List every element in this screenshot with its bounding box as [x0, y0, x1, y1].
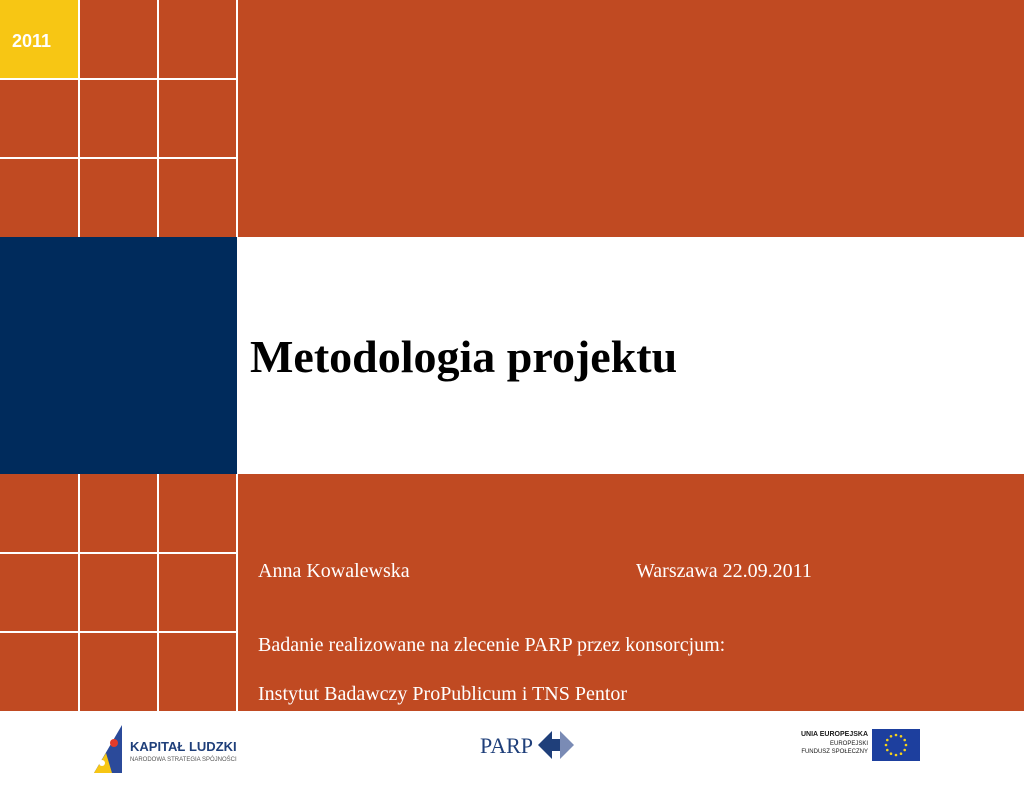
- parp-logo: [480, 727, 580, 767]
- grid-line: [78, 0, 80, 237]
- parp-name: PARP: [480, 733, 534, 758]
- eu-flag-icon: [872, 729, 920, 761]
- grid-line: [0, 552, 237, 554]
- grid-line: [78, 474, 80, 711]
- footer-logos: [0, 711, 1024, 788]
- eu-logo: [780, 729, 920, 769]
- kapital-ludzki-icon: [92, 723, 126, 775]
- consortium-text: Instytut Badawczy ProPublicum i TNS Pentor: [258, 683, 628, 705]
- year-badge: [0, 0, 78, 78]
- grid-line: [157, 0, 159, 237]
- bottom-band: [0, 474, 1024, 711]
- grid-line: [0, 78, 237, 80]
- kapital-ludzki-logo: [92, 721, 262, 779]
- place-date: Warszawa 22.09.2011: [636, 560, 812, 582]
- grid-line: [236, 474, 238, 711]
- slide-title: Metodologia projektu: [250, 331, 678, 382]
- grid-line: [236, 0, 238, 237]
- author-name: Anna Kowalewska: [258, 560, 410, 582]
- kapital-ludzki-sub: NARODOWA STRATEGIA SPÓJNOŚCI: [130, 757, 237, 763]
- grid-line: [157, 474, 159, 711]
- year-label: 2011: [12, 31, 52, 51]
- eu-line1: UNIA EUROPEJSKA: [800, 731, 868, 738]
- parp-arrows-icon: [538, 729, 574, 761]
- top-band: [0, 0, 1024, 237]
- eu-line2: EUROPEJSKI: [829, 741, 868, 747]
- commission-text: Badanie realizowane na zlecenie PARP przez konsorcjum:: [258, 634, 726, 656]
- grid-line: [0, 157, 237, 159]
- grid-line: [0, 631, 237, 633]
- kapital-ludzki-name: KAPITAŁ LUDZKI: [130, 739, 237, 754]
- eu-line3: FUNDUSZ SPOŁECZNY: [801, 749, 868, 755]
- navy-block: [0, 237, 237, 474]
